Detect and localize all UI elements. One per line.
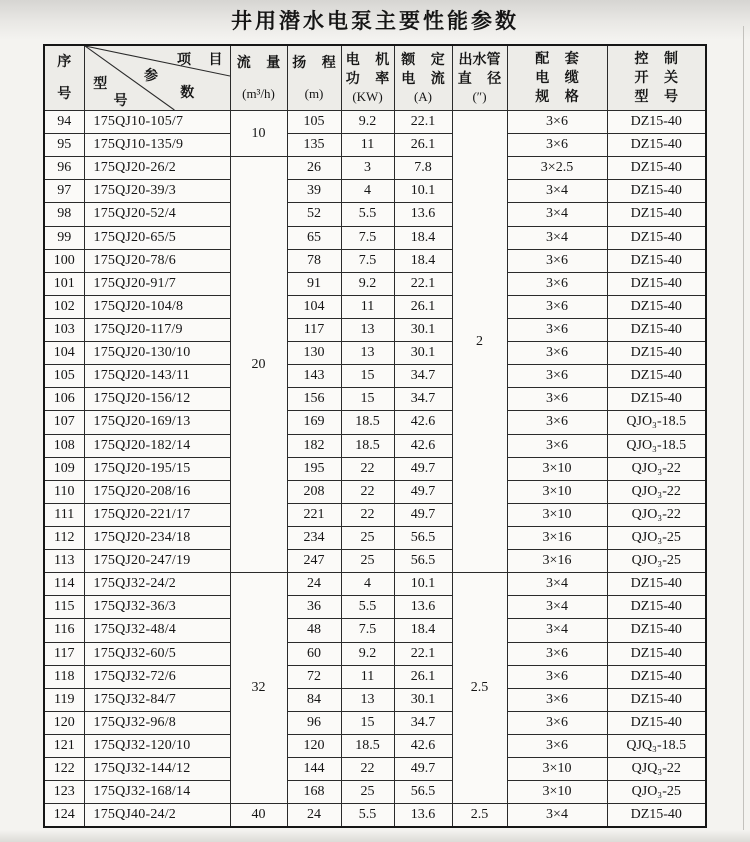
row-94: [44, 111, 706, 134]
cell-power: 7.5: [341, 619, 394, 642]
cell-cable: 3×10: [507, 781, 607, 804]
cell-switch: DZ15-40: [607, 665, 706, 688]
cell-current: 13.6: [394, 203, 452, 226]
row-105: [44, 365, 706, 388]
cell-power: 22: [341, 503, 394, 526]
cell-cable: 3×4: [507, 619, 607, 642]
cell-current: 49.7: [394, 457, 452, 480]
cell-flow-merged: 20: [230, 157, 287, 573]
header-line: 电 缆: [535, 70, 579, 86]
cell-head: 182: [287, 434, 341, 457]
header-line: 电 流: [401, 72, 445, 87]
cell-model: 175QJ20-156/12: [84, 388, 230, 411]
cell-serial: 110: [44, 480, 84, 503]
cell-head: 144: [287, 758, 341, 781]
cell-power: 18.5: [341, 734, 394, 757]
cell-head: 168: [287, 781, 341, 804]
cell-power: 25: [341, 526, 394, 549]
cell-current: 49.7: [394, 758, 452, 781]
page-title: 井用潜水电泵主要性能参数: [231, 10, 519, 33]
cell-cable: 3×10: [507, 480, 607, 503]
row-106: [44, 388, 706, 411]
cell-model: 175QJ32-120/10: [84, 734, 230, 757]
row-121: [44, 734, 706, 757]
cell-model: 175QJ20-52/4: [84, 203, 230, 226]
row-102: [44, 295, 706, 318]
row-124: [44, 804, 706, 827]
cell-serial: 111: [44, 503, 84, 526]
cell-head: 24: [287, 573, 341, 596]
cell-flow-merged: 10: [230, 111, 287, 157]
cell-power: 3: [341, 157, 394, 180]
row-114: [44, 573, 706, 596]
header-line: 额 定: [401, 53, 445, 68]
header-line: 直 径: [457, 72, 502, 87]
cell-current: 13.6: [394, 596, 452, 619]
cell-current: 30.1: [394, 688, 452, 711]
cell-cable: 3×6: [507, 295, 607, 318]
cell-model: 175QJ20-182/14: [84, 434, 230, 457]
table-header: [44, 45, 706, 111]
cell-power: 25: [341, 781, 394, 804]
cell-switch: QJQ₃-18.5: [607, 734, 706, 757]
cell-current: 42.6: [394, 734, 452, 757]
cell-power: 4: [341, 180, 394, 203]
cell-power: 25: [341, 550, 394, 573]
row-120: [44, 711, 706, 734]
cell-switch: DZ15-40: [607, 249, 706, 272]
cell-model: 175QJ10-105/7: [84, 111, 230, 134]
header-line: 电 机: [345, 53, 390, 68]
cell-current: 22.1: [394, 111, 452, 134]
cell-head: 24: [287, 804, 341, 827]
row-122: [44, 758, 706, 781]
row-117: [44, 642, 706, 665]
cell-switch: DZ15-40: [607, 711, 706, 734]
scan-edge-line: [743, 26, 744, 842]
cell-serial: 117: [44, 642, 84, 665]
header-power: [341, 45, 394, 111]
header-head: [287, 45, 341, 111]
cell-cable: 3×6: [507, 411, 607, 434]
cell-switch: DZ15-40: [607, 111, 706, 134]
cell-head: 105: [287, 111, 341, 134]
cell-serial: 115: [44, 596, 84, 619]
row-113: [44, 550, 706, 573]
cell-head: 78: [287, 249, 341, 272]
cell-cable: 3×6: [507, 365, 607, 388]
cell-switch: DZ15-40: [607, 619, 706, 642]
cell-current: 30.1: [394, 318, 452, 341]
cell-current: 22.1: [394, 642, 452, 665]
cell-model: 175QJ32-60/5: [84, 642, 230, 665]
row-96: [44, 157, 706, 180]
header-cable: [507, 45, 607, 111]
cell-model: 175QJ20-195/15: [84, 457, 230, 480]
cell-cable: 3×6: [507, 665, 607, 688]
cell-cable: 3×6: [507, 434, 607, 457]
cell-power: 11: [341, 665, 394, 688]
cell-serial: 123: [44, 781, 84, 804]
cell-head: 221: [287, 503, 341, 526]
cell-current: 42.6: [394, 434, 452, 457]
cell-model: 175QJ32-36/3: [84, 596, 230, 619]
row-100: [44, 249, 706, 272]
cell-cable: 3×16: [507, 526, 607, 549]
cell-switch: DZ15-40: [607, 573, 706, 596]
cell-cable: 3×4: [507, 596, 607, 619]
cell-model: 175QJ32-144/12: [84, 758, 230, 781]
cell-switch: QJO₃-25: [607, 526, 706, 549]
cell-cable: 3×10: [507, 503, 607, 526]
cell-power: 7.5: [341, 249, 394, 272]
cell-power: 15: [341, 365, 394, 388]
header-line: 出水管: [458, 53, 501, 68]
cell-switch: QJO₃-18.5: [607, 434, 706, 457]
cell-head: 135: [287, 134, 341, 157]
header-model: [84, 45, 230, 111]
cell-switch: DZ15-40: [607, 642, 706, 665]
cell-power: 18.5: [341, 434, 394, 457]
header-line: 序: [57, 54, 72, 70]
row-97: [44, 180, 706, 203]
row-109: [44, 457, 706, 480]
header-flow: [230, 45, 287, 111]
cell-power: 5.5: [341, 596, 394, 619]
cell-diameter-merged: 2.5: [452, 804, 507, 827]
header-row: [44, 45, 706, 111]
cell-current: 34.7: [394, 711, 452, 734]
cell-cable: 3×6: [507, 111, 607, 134]
cell-cable: 3×6: [507, 711, 607, 734]
cell-model: 175QJ20-234/18: [84, 526, 230, 549]
cell-current: 18.4: [394, 226, 452, 249]
cell-current: 30.1: [394, 342, 452, 365]
header-line: (m³/h): [242, 86, 275, 101]
cell-model: 175QJ20-65/5: [84, 226, 230, 249]
cell-model: 175QJ20-26/2: [84, 157, 230, 180]
cell-serial: 106: [44, 388, 84, 411]
row-95: [44, 134, 706, 157]
cell-cable: 3×6: [507, 688, 607, 711]
cell-cable: 3×4: [507, 180, 607, 203]
cell-switch: QJO₃-25: [607, 550, 706, 573]
cell-cable: 3×6: [507, 388, 607, 411]
table-body: [44, 111, 706, 828]
cell-diameter-merged: 2.5: [452, 573, 507, 804]
cell-head: 36: [287, 596, 341, 619]
header-switch: [607, 45, 706, 111]
cell-model: 175QJ10-135/9: [84, 134, 230, 157]
cell-power: 15: [341, 711, 394, 734]
cell-head: 117: [287, 318, 341, 341]
cell-current: 42.6: [394, 411, 452, 434]
diagonal-label-item: 项 目: [177, 53, 223, 68]
row-107: [44, 411, 706, 434]
cell-serial: 112: [44, 526, 84, 549]
cell-serial: 121: [44, 734, 84, 757]
cell-head: 195: [287, 457, 341, 480]
row-108: [44, 434, 706, 457]
cell-current: 34.7: [394, 388, 452, 411]
cell-cable: 3×10: [507, 457, 607, 480]
cell-cable: 3×6: [507, 272, 607, 295]
cell-current: 26.1: [394, 665, 452, 688]
header-current: [394, 45, 452, 111]
cell-current: 49.7: [394, 480, 452, 503]
cell-model: 175QJ20-78/6: [84, 249, 230, 272]
cell-serial: 103: [44, 318, 84, 341]
cell-cable: 3×2.5: [507, 157, 607, 180]
cell-cable: 3×10: [507, 758, 607, 781]
row-123: [44, 781, 706, 804]
cell-serial: 97: [44, 180, 84, 203]
cell-flow-merged: 32: [230, 573, 287, 804]
cell-switch: DZ15-40: [607, 688, 706, 711]
cell-head: 130: [287, 342, 341, 365]
cell-model: 175QJ32-48/4: [84, 619, 230, 642]
cell-current: 7.8: [394, 157, 452, 180]
cell-current: 13.6: [394, 804, 452, 827]
cell-model: 175QJ20-130/10: [84, 342, 230, 365]
row-103: [44, 318, 706, 341]
cell-model: 175QJ20-208/16: [84, 480, 230, 503]
scan-bottom-shading: [0, 830, 750, 842]
cell-cable: 3×6: [507, 249, 607, 272]
cell-current: 26.1: [394, 134, 452, 157]
cell-head: 52: [287, 203, 341, 226]
cell-serial: 101: [44, 272, 84, 295]
cell-switch: DZ15-40: [607, 804, 706, 827]
cell-power: 11: [341, 134, 394, 157]
cell-serial: 109: [44, 457, 84, 480]
cell-switch: DZ15-40: [607, 318, 706, 341]
cell-switch: QJO₃-18.5: [607, 411, 706, 434]
cell-serial: 105: [44, 365, 84, 388]
cell-model: 175QJ20-91/7: [84, 272, 230, 295]
cell-model: 175QJ20-117/9: [84, 318, 230, 341]
cell-model: 175QJ20-169/13: [84, 411, 230, 434]
cell-serial: 96: [44, 157, 84, 180]
cell-cable: 3×16: [507, 550, 607, 573]
cell-switch: DZ15-40: [607, 388, 706, 411]
row-118: [44, 665, 706, 688]
cell-power: 5.5: [341, 203, 394, 226]
diagonal-label-model: 型: [93, 76, 108, 92]
cell-model: 175QJ20-247/19: [84, 550, 230, 573]
cell-current: 56.5: [394, 781, 452, 804]
pump-parameters-table: [43, 44, 707, 828]
cell-current: 18.4: [394, 249, 452, 272]
header-diameter: [452, 45, 507, 111]
cell-power: 15: [341, 388, 394, 411]
cell-head: 169: [287, 411, 341, 434]
cell-power: 7.5: [341, 226, 394, 249]
row-104: [44, 342, 706, 365]
cell-serial: 113: [44, 550, 84, 573]
cell-current: 10.1: [394, 180, 452, 203]
cell-head: 156: [287, 388, 341, 411]
cell-head: 48: [287, 619, 341, 642]
cell-power: 13: [341, 688, 394, 711]
cell-switch: DZ15-40: [607, 134, 706, 157]
header-line: 控 制: [634, 51, 678, 67]
cell-power: 13: [341, 318, 394, 341]
cell-current: 26.1: [394, 295, 452, 318]
cell-current: 56.5: [394, 550, 452, 573]
header-line: 扬 程: [292, 56, 336, 71]
cell-switch: DZ15-40: [607, 365, 706, 388]
diagonal-label-model: 号: [113, 93, 128, 109]
cell-head: 91: [287, 272, 341, 295]
cell-power: 18.5: [341, 411, 394, 434]
cell-serial: 94: [44, 111, 84, 134]
header-line: 型 号: [634, 89, 678, 105]
cell-model: 175QJ32-84/7: [84, 688, 230, 711]
cell-head: 39: [287, 180, 341, 203]
cell-serial: 116: [44, 619, 84, 642]
header-line: (KW): [352, 89, 383, 104]
cell-head: 72: [287, 665, 341, 688]
cell-switch: DZ15-40: [607, 226, 706, 249]
cell-current: 56.5: [394, 526, 452, 549]
cell-serial: 108: [44, 434, 84, 457]
header-line: 开 关: [634, 70, 678, 86]
cell-head: 247: [287, 550, 341, 573]
row-111: [44, 503, 706, 526]
cell-model: 175QJ32-96/8: [84, 711, 230, 734]
cell-current: 34.7: [394, 365, 452, 388]
cell-head: 143: [287, 365, 341, 388]
cell-head: 65: [287, 226, 341, 249]
cell-switch: DZ15-40: [607, 157, 706, 180]
cell-model: 175QJ20-221/17: [84, 503, 230, 526]
cell-current: 10.1: [394, 573, 452, 596]
row-101: [44, 272, 706, 295]
cell-cable: 3×4: [507, 203, 607, 226]
cell-power: 4: [341, 573, 394, 596]
cell-cable: 3×6: [507, 318, 607, 341]
cell-head: 120: [287, 734, 341, 757]
cell-model: 175QJ40-24/2: [84, 804, 230, 827]
cell-serial: 95: [44, 134, 84, 157]
cell-diameter-merged: 2: [452, 111, 507, 573]
header-serial: [44, 45, 84, 111]
header-line: (″): [472, 89, 487, 104]
cell-switch: QJO₃-22: [607, 503, 706, 526]
cell-power: 9.2: [341, 111, 394, 134]
cell-switch: QJO₃-22: [607, 457, 706, 480]
cell-serial: 98: [44, 203, 84, 226]
cell-serial: 119: [44, 688, 84, 711]
cell-switch: DZ15-40: [607, 596, 706, 619]
cell-cable: 3×6: [507, 342, 607, 365]
cell-power: 11: [341, 295, 394, 318]
cell-serial: 120: [44, 711, 84, 734]
cell-switch: QJO₃-22: [607, 480, 706, 503]
cell-model: 175QJ32-24/2: [84, 573, 230, 596]
cell-model: 175QJ20-39/3: [84, 180, 230, 203]
cell-cable: 3×6: [507, 642, 607, 665]
header-line: 号: [57, 86, 72, 102]
cell-flow-merged: 40: [230, 804, 287, 827]
cell-power: 13: [341, 342, 394, 365]
cell-head: 234: [287, 526, 341, 549]
cell-head: 208: [287, 480, 341, 503]
cell-serial: 114: [44, 573, 84, 596]
cell-serial: 124: [44, 804, 84, 827]
cell-switch: QJQ₃-22: [607, 758, 706, 781]
header-line: (A): [413, 89, 433, 104]
cell-switch: DZ15-40: [607, 342, 706, 365]
header-line: 配 套: [535, 51, 579, 67]
cell-switch: DZ15-40: [607, 180, 706, 203]
diagonal-label-parameter: 数: [180, 85, 195, 101]
cell-cable: 3×4: [507, 226, 607, 249]
cell-cable: 3×6: [507, 734, 607, 757]
cell-model: 175QJ20-143/11: [84, 365, 230, 388]
row-99: [44, 226, 706, 249]
cell-current: 18.4: [394, 619, 452, 642]
diagonal-label-parameter: 参: [143, 69, 158, 85]
cell-switch: QJO₃-25: [607, 781, 706, 804]
cell-current: 22.1: [394, 272, 452, 295]
row-98: [44, 203, 706, 226]
header-line: 流 量: [236, 56, 281, 71]
cell-model: 175QJ32-168/14: [84, 781, 230, 804]
cell-cable: 3×4: [507, 804, 607, 827]
cell-power: 22: [341, 457, 394, 480]
cell-power: 9.2: [341, 272, 394, 295]
cell-serial: 104: [44, 342, 84, 365]
cell-model: 175QJ20-104/8: [84, 295, 230, 318]
cell-current: 49.7: [394, 503, 452, 526]
cell-head: 84: [287, 688, 341, 711]
cell-serial: 102: [44, 295, 84, 318]
cell-head: 104: [287, 295, 341, 318]
cell-serial: 118: [44, 665, 84, 688]
header-line: (m): [304, 86, 324, 101]
cell-serial: 122: [44, 758, 84, 781]
cell-head: 26: [287, 157, 341, 180]
cell-serial: 107: [44, 411, 84, 434]
cell-cable: 3×4: [507, 573, 607, 596]
cell-head: 96: [287, 711, 341, 734]
cell-switch: DZ15-40: [607, 295, 706, 318]
cell-switch: DZ15-40: [607, 203, 706, 226]
row-110: [44, 480, 706, 503]
cell-power: 9.2: [341, 642, 394, 665]
row-115: [44, 596, 706, 619]
cell-serial: 100: [44, 249, 84, 272]
cell-cable: 3×6: [507, 134, 607, 157]
header-line: 功 率: [345, 72, 390, 87]
cell-head: 60: [287, 642, 341, 665]
row-119: [44, 688, 706, 711]
cell-model: 175QJ32-72/6: [84, 665, 230, 688]
row-112: [44, 526, 706, 549]
cell-power: 22: [341, 758, 394, 781]
cell-switch: DZ15-40: [607, 272, 706, 295]
row-116: [44, 619, 706, 642]
cell-serial: 99: [44, 226, 84, 249]
cell-power: 5.5: [341, 804, 394, 827]
cell-power: 22: [341, 480, 394, 503]
header-line: 规 格: [535, 89, 579, 105]
